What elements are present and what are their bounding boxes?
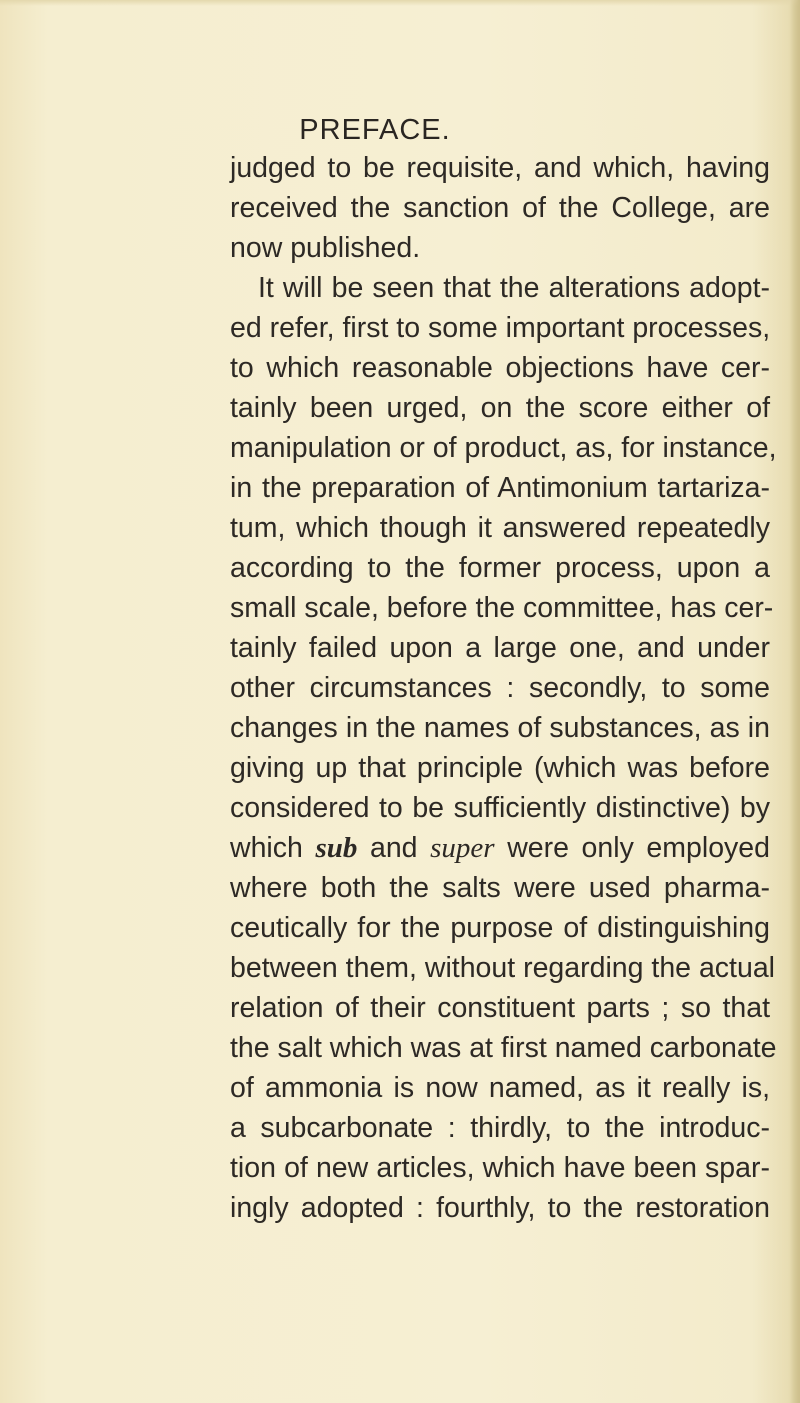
italic-term-sub: sub [315, 832, 358, 864]
text-line: judged to be requisite, and which, having [230, 152, 770, 184]
text-fragment: which [230, 832, 303, 864]
text-line: relation of their constituent parts ; so that [230, 992, 770, 1024]
text-line: received the sanction of the College, are [230, 192, 770, 224]
text-line: ed refer, first to some important processes, [230, 312, 771, 344]
running-head [0, 114, 800, 147]
text-line: tainly failed upon a large one, and under [230, 632, 770, 664]
text-line: tainly been urged, on the score either of [230, 392, 770, 424]
text-line: small scale, before the committee, has cer- [230, 592, 774, 624]
italic-term-super: super [430, 832, 495, 864]
text-line: considered to be sufficiently distinctive) by [230, 792, 770, 824]
text-line: changes in the names of substances, as in [230, 712, 770, 744]
text-line: giving up that principle (which was before [230, 752, 770, 784]
text-line: where both the salts were used pharma- [230, 872, 770, 904]
page-top-edge [0, 0, 800, 6]
text-line: ingly adopted : fourthly, to the restoration [230, 1192, 770, 1224]
running-head-text: PREFACE. [299, 114, 451, 146]
page-right-edge [790, 0, 800, 1403]
text-line: between them, without regarding the actual [230, 952, 776, 984]
text-line: in the preparation of Antimonium tartariza- [230, 472, 770, 504]
text-line: tum, which though it answered repeatedly [230, 512, 770, 544]
text-line: a subcarbonate : thirdly, to the introduc- [230, 1112, 770, 1144]
text-line: to which reasonable objections have cer- [230, 352, 770, 384]
text-line: manipulation or of product, as, for instance, [230, 432, 777, 464]
text-fragment: and [369, 832, 418, 864]
text-line: according to the former process, upon a [230, 552, 770, 584]
text-line: ceutically for the purpose of distinguishing [230, 912, 770, 944]
text-line: other circumstances : secondly, to some [230, 672, 770, 704]
text-line: tion of new articles, which have been spar- [230, 1152, 770, 1184]
text-line-with-italics [230, 828, 770, 868]
text-line: now published. [230, 232, 421, 264]
paragraph-start-line: It will be seen that the alterations adopt- [258, 272, 770, 304]
text-line: the salt which was at first named carbonate [230, 1032, 777, 1064]
text-line: of ammonia is now named, as it really is, [230, 1072, 770, 1104]
text-fragment: were only employed [507, 832, 770, 864]
